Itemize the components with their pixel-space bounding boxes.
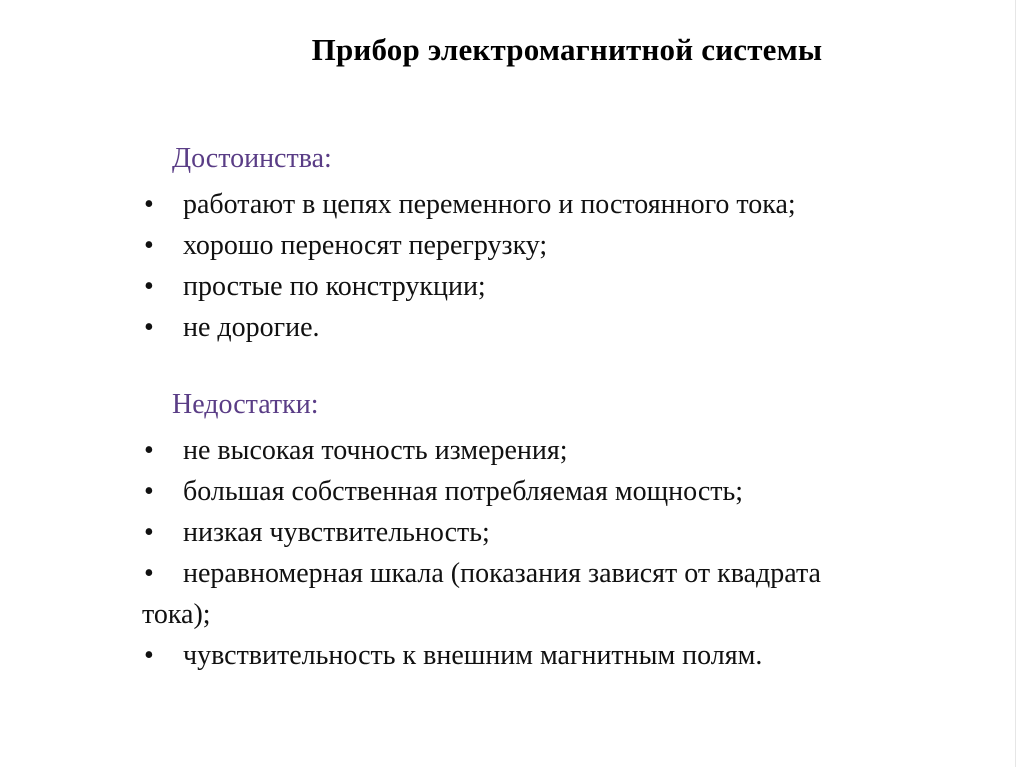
list-item-text: работают в цепях переменного и постоянного тока; <box>183 189 796 220</box>
list-item <box>142 553 821 635</box>
disadvantages-heading: Недостатки: <box>172 389 319 420</box>
list-item <box>142 307 796 348</box>
bullet-icon: • <box>144 640 154 671</box>
list-item <box>142 225 796 266</box>
list-item-text: большая собственная потребляемая мощность; <box>183 476 744 507</box>
slide-edge-divider <box>1015 0 1016 767</box>
bullet-icon: • <box>144 230 154 261</box>
list-item-text: не высокая точность измерения; <box>183 435 568 466</box>
bullet-icon: • <box>144 476 154 507</box>
bullet-icon: • <box>144 312 154 343</box>
list-item-text: не дорогие. <box>183 312 320 343</box>
list-item <box>142 512 821 553</box>
list-item <box>142 184 796 225</box>
bullet-icon: • <box>144 435 154 466</box>
list-item <box>142 266 796 307</box>
list-item <box>142 635 821 676</box>
disadvantages-list <box>142 430 821 676</box>
list-item-text: неравномерная шкала (показания зависят от квадрата <box>183 558 821 589</box>
bullet-icon: • <box>144 517 154 548</box>
list-item-text: простые по конструкции; <box>183 271 486 302</box>
slide-title: Прибор электромагнитной системы <box>311 32 823 67</box>
advantages-heading: Достоинства: <box>172 143 332 174</box>
list-item-text: чувствительность к внешним магнитным полям. <box>183 640 763 671</box>
bullet-icon: • <box>144 189 154 220</box>
list-item-text: хорошо переносят перегрузку; <box>183 230 548 261</box>
list-item-text: низкая чувствительность; <box>183 517 490 548</box>
list-item <box>142 471 821 512</box>
list-item <box>142 430 821 471</box>
list-item-text-continuation: тока); <box>142 599 211 630</box>
bullet-icon: • <box>144 271 154 302</box>
bullet-icon: • <box>144 558 154 589</box>
advantages-list <box>142 184 796 348</box>
